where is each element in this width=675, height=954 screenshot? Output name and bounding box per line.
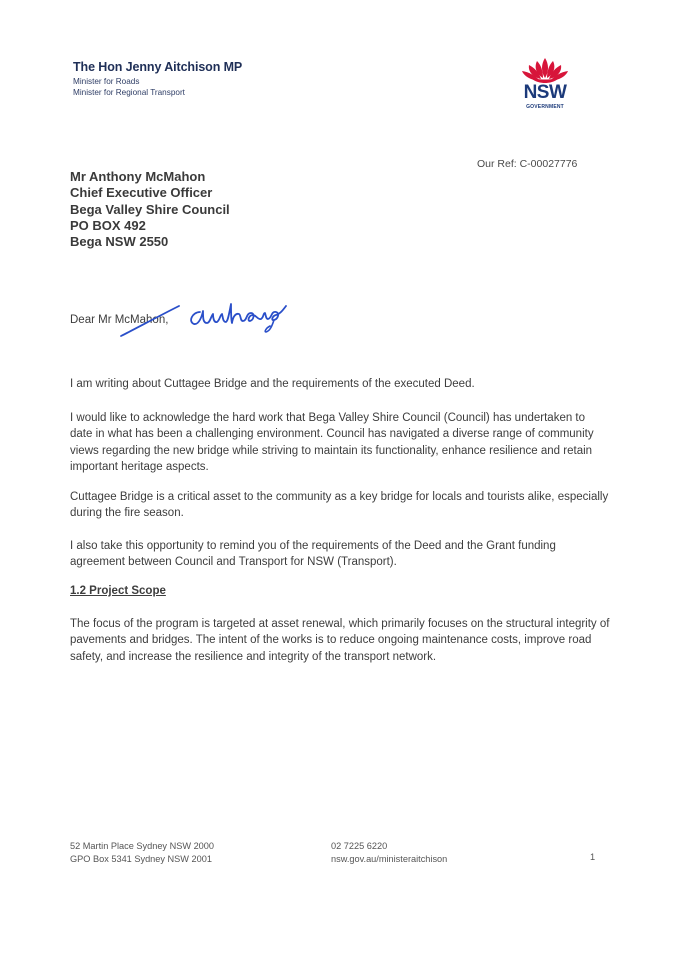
section-heading: 1.2 Project Scope	[70, 585, 166, 597]
footer-postal-address: GPO Box 5341 Sydney NSW 2001	[70, 853, 212, 864]
reference-number: Our Ref: C-00027776	[477, 158, 578, 170]
footer-street-address: 52 Martin Place Sydney NSW 2000	[70, 841, 215, 851]
strikeout-mark	[117, 303, 187, 339]
footer-address	[70, 840, 214, 865]
footer-contact	[331, 840, 447, 865]
recipient-name: Mr Anthony McMahon	[70, 169, 206, 184]
nsw-government-logo	[517, 56, 573, 116]
logo-wordmark: NSW	[523, 82, 567, 103]
page-number: 1	[590, 852, 596, 862]
body-paragraph: Cuttagee Bridge is a critical asset to the community as a key bridge for locals and tourists alike, especially during the fire season.	[70, 491, 609, 520]
recipient-locality: Bega NSW 2550	[70, 234, 169, 250]
minister-role: Minister for Regional Transport	[73, 88, 185, 97]
body-paragraph: I am writing about Cuttagee Bridge and the requirements of the executed Deed.	[70, 378, 475, 390]
footer-phone: 02 7225 6220	[331, 841, 388, 851]
recipient-organisation: Bega Valley Shire Council	[70, 201, 230, 217]
handwritten-signature-icon	[186, 298, 290, 334]
footer-website: nsw.gov.au/ministeraitchison	[331, 853, 448, 864]
recipient-po-box: PO BOX 492	[70, 217, 146, 233]
body-paragraph: I would like to acknowledge the hard work that Bega Valley Shire Council (Council) has undertaken to date in what has been a challenging environment. Council has navigated a diverse range of community views regarding the new bridge while striving to maintain its functionality, enhance resilience and retain important heritage aspects.	[70, 412, 594, 473]
minister-name: The Hon Jenny Aitchison MP	[73, 60, 243, 74]
minister-role: Minister for Roads	[73, 77, 140, 86]
logo-subtitle: GOVERNMENT	[526, 104, 564, 110]
recipient-address	[70, 169, 230, 250]
body-paragraph: I also take this opportunity to remind you of the requirements of the Deed and the Grant funding agreement between Council and Transport for NSW (Transport).	[70, 540, 556, 569]
recipient-title: Chief Executive Officer	[70, 185, 213, 201]
section-paragraph: The focus of the program is targeted at asset renewal, which primarily focuses on the structural integrity of pavements and bridges. The intent of the works is to reduce ongoing maintenance costs, improve road safety, and increase the resilience and integrity of the transport network.	[70, 618, 610, 663]
waratah-flower-icon	[517, 56, 573, 84]
salutation: Dear Mr McMahon,	[70, 314, 169, 326]
